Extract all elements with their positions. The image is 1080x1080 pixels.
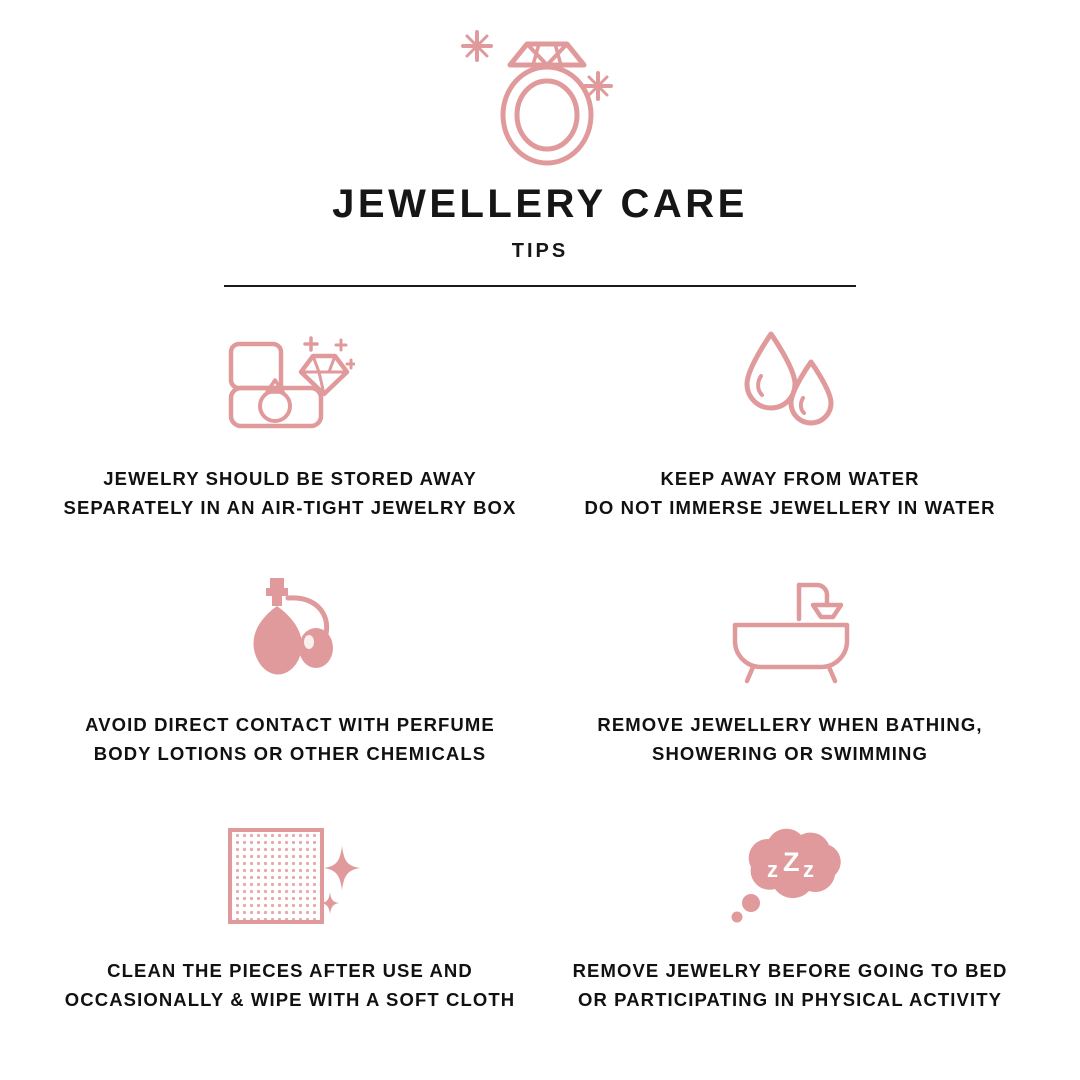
ring-in-jewelry-box-icon — [225, 321, 355, 451]
tip-text-line: AVOID DIRECT CONTACT WITH PERFUME — [85, 714, 495, 735]
tip-text-line: KEEP AWAY FROM WATER — [660, 468, 920, 489]
title-divider — [224, 285, 856, 287]
svg-text:z: z — [803, 857, 814, 882]
tip-text-line: SEPARATELY IN AN AIR-TIGHT JEWELRY BOX — [63, 496, 517, 518]
polishing-cloth-sparkle-icon — [220, 813, 360, 943]
tip-text-line: REMOVE JEWELRY BEFORE GOING TO BED — [572, 960, 1008, 981]
sleep-zzz-cloud-icon — [725, 813, 855, 943]
tip-item — [540, 567, 1040, 813]
diamond-ring-icon — [455, 18, 625, 168]
tip-text — [573, 957, 1008, 1014]
svg-text:Z: Z — [783, 847, 800, 877]
tip-item — [40, 321, 540, 567]
tip-text-line: SHOWERING OR SWIMMING — [652, 742, 928, 764]
tip-text — [64, 465, 517, 522]
tip-text — [65, 957, 515, 1014]
bathtub-shower-icon — [725, 567, 855, 697]
tip-text-line: BODY LOTIONS OR OTHER CHEMICALS — [93, 742, 487, 764]
tip-item — [40, 567, 540, 813]
tip-item — [40, 813, 540, 1059]
tip-text-line: DO NOT IMMERSE JEWELLERY IN WATER — [584, 496, 996, 518]
tip-text — [584, 465, 995, 522]
page-title: JEWELLERY CARE — [332, 182, 748, 226]
tip-text — [85, 711, 495, 768]
tip-text — [597, 711, 982, 768]
tip-item — [540, 321, 1040, 567]
tip-text-line: OR PARTICIPATING IN PHYSICAL ACTIVITY — [577, 988, 1003, 1010]
tip-text-line: REMOVE JEWELLERY WHEN BATHING, — [597, 714, 983, 735]
tips-grid — [40, 321, 1040, 1059]
water-droplets-icon — [735, 321, 845, 451]
tip-text-line: CLEAN THE PIECES AFTER USE AND — [107, 960, 473, 981]
tip-text-line: JEWELRY SHOULD BE STORED AWAY — [103, 468, 477, 489]
tip-text-line: OCCASIONALLY & WIPE WITH A SOFT CLOTH — [64, 988, 516, 1010]
tip-item — [540, 813, 1040, 1059]
page-subtitle: TIPS — [511, 240, 569, 262]
perfume-bottle-icon — [230, 567, 350, 697]
svg-text:z: z — [767, 857, 778, 882]
